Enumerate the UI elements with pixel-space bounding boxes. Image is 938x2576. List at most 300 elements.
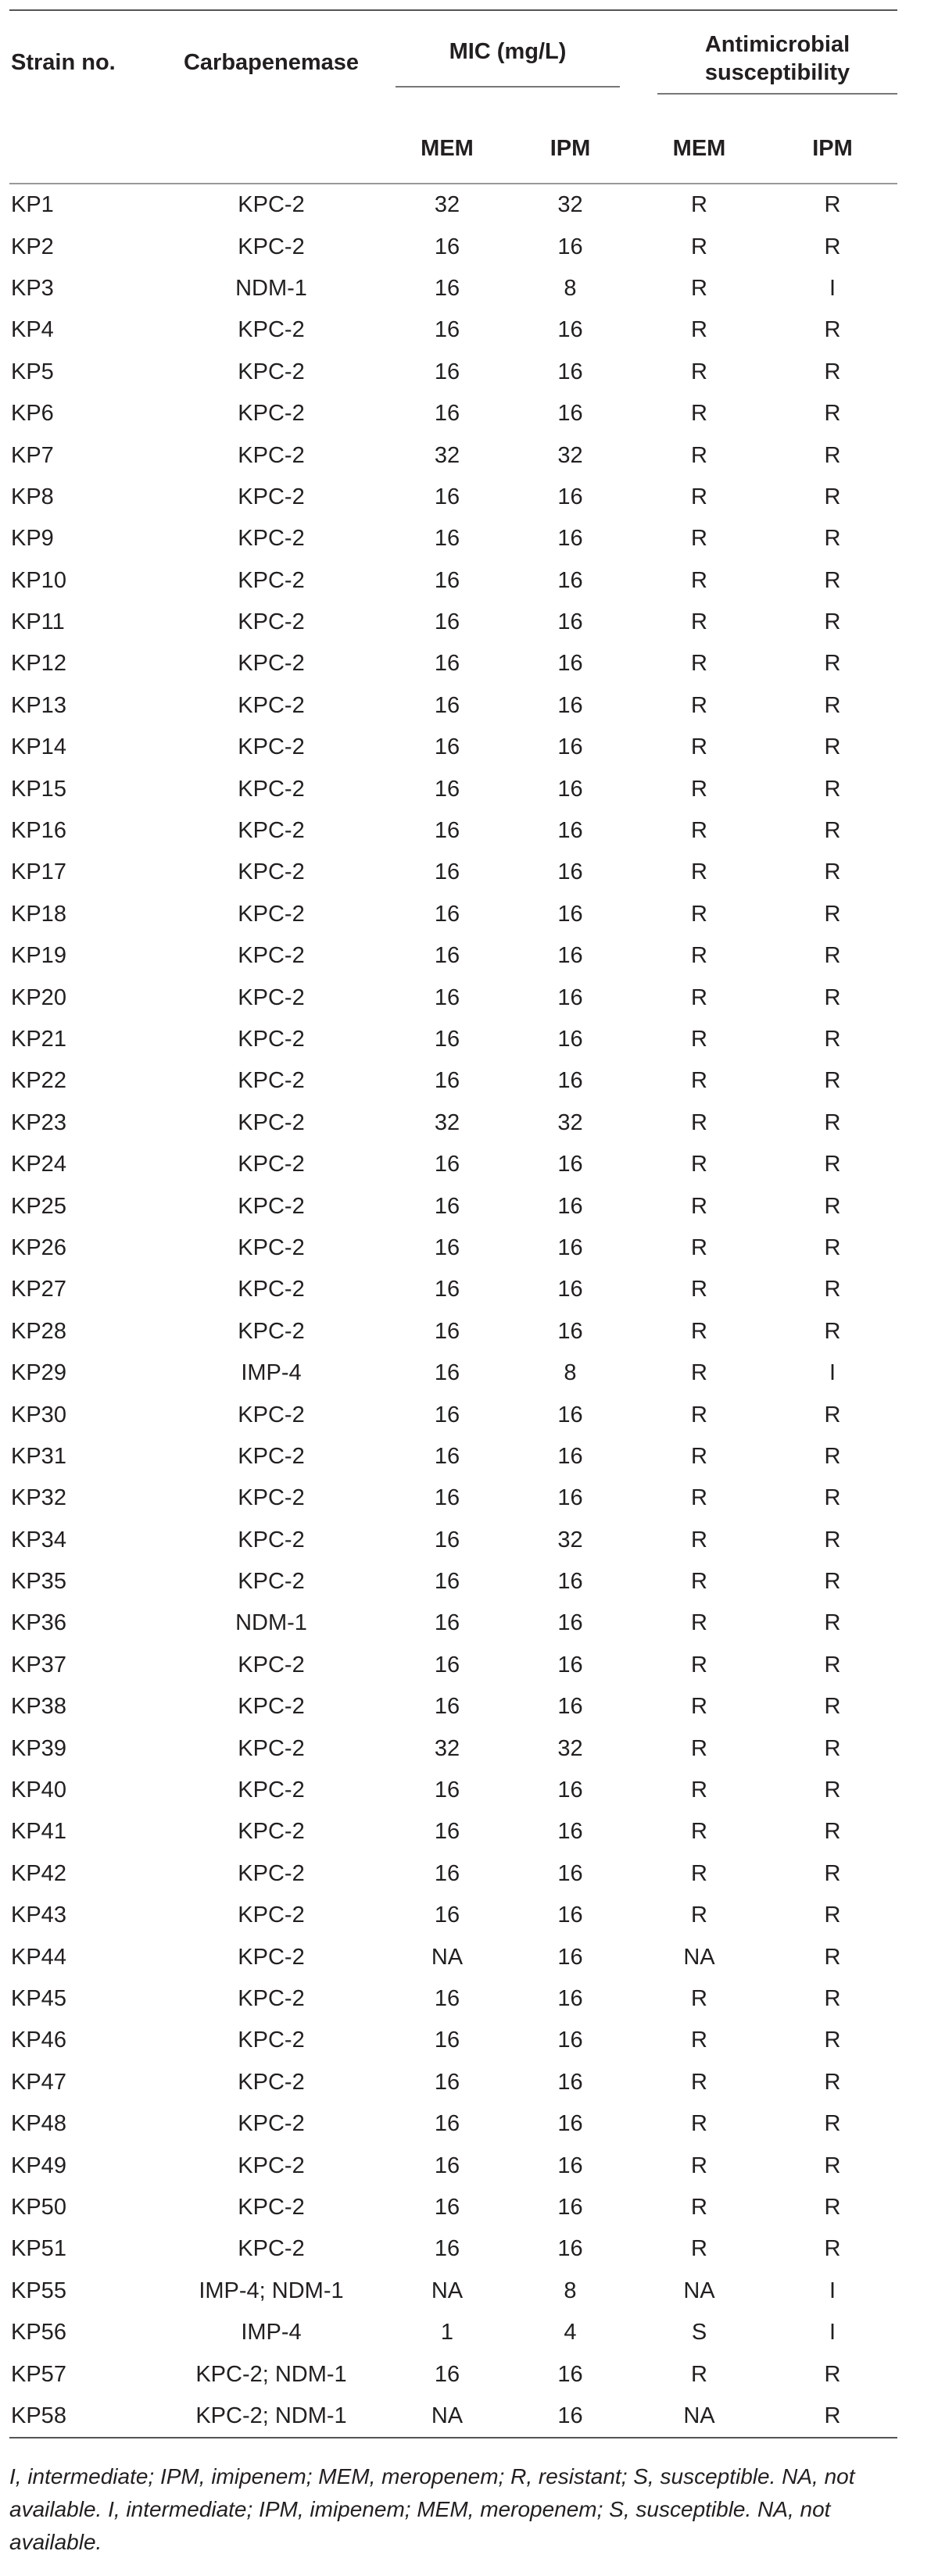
cell-carbapenemase: KPC-2: [238, 2194, 305, 2220]
cell-sus-ipm: R: [824, 1277, 841, 1302]
cell-mic-mem: 16: [434, 2236, 460, 2262]
cell-sus-mem: R: [691, 192, 707, 218]
cell-mic-mem: 16: [434, 484, 460, 509]
cell-sus-mem: R: [691, 1819, 707, 1845]
cell-carbapenemase: KPC-2: [238, 359, 305, 384]
cell-strain: KP56: [11, 2320, 66, 2346]
cell-carbapenemase: KPC-2; NDM-1: [158, 2396, 385, 2438]
table-row: [9, 2062, 897, 2103]
cell-carbapenemase: KPC-2: [238, 1527, 305, 1552]
cell-sus-mem: R: [691, 776, 707, 802]
cell-sus-mem: R: [691, 359, 707, 384]
cell-carbapenemase: KPC-2: [238, 1735, 305, 1761]
cell-sus-ipm: R: [824, 234, 841, 259]
cell-sus-ipm: R: [824, 1318, 841, 1344]
header-blank-carbapenemase: [158, 114, 385, 184]
cell-strain: KP20: [11, 984, 66, 1010]
cell-mic-ipm: 16: [557, 776, 583, 802]
cell-sus-ipm: R: [768, 2396, 897, 2438]
cell-carbapenemase: KPC-2: [238, 1819, 305, 1845]
cell-mic-mem: 16: [434, 1027, 460, 1052]
cell-mic-mem: 16: [434, 1652, 460, 1677]
cell-mic-mem: 16: [434, 567, 460, 593]
header-mic-ipm: IPM: [510, 114, 631, 184]
cell-sus-mem: R: [691, 1193, 707, 1219]
table-row: [9, 184, 897, 226]
cell-strain: KP29: [11, 1360, 66, 1386]
cell-carbapenemase: KPC-2: [238, 692, 305, 718]
cell-carbapenemase: KPC-2: [238, 734, 305, 760]
table-row: [9, 560, 897, 602]
cell-strain: KP23: [11, 1109, 66, 1135]
cell-strain: KP7: [11, 442, 54, 468]
table-row: [9, 518, 897, 559]
cell-mic-ipm: 16: [557, 901, 583, 927]
cell-mic-ipm: 16: [557, 359, 583, 384]
cell-carbapenemase: KPC-2: [238, 1903, 305, 1928]
table-row: [9, 2396, 897, 2438]
cell-strain: KP13: [11, 692, 66, 718]
cell-sus-mem: R: [691, 2153, 707, 2178]
cell-carbapenemase: KPC-2: [238, 651, 305, 677]
cell-sus-ipm: R: [824, 2361, 841, 2387]
cell-sus-ipm: R: [824, 984, 841, 1010]
cell-strain: KP36: [11, 1610, 66, 1636]
cell-sus-ipm: R: [824, 1109, 841, 1135]
cell-carbapenemase: IMP-4: [241, 1360, 302, 1386]
cell-mic-ipm: 16: [557, 818, 583, 844]
cell-strain: KP24: [11, 1152, 66, 1177]
cell-mic-mem: 16: [434, 1985, 460, 2011]
cell-mic-ipm: 16: [557, 1652, 583, 1677]
cell-sus-ipm: R: [824, 609, 841, 635]
table-row: [9, 810, 897, 852]
cell-sus-mem: NA: [631, 2396, 768, 2438]
table-row: [9, 1978, 897, 2020]
cell-mic-mem: 32: [434, 442, 460, 468]
header-sus-ipm: IPM: [768, 114, 897, 184]
cell-sus-ipm: R: [824, 1860, 841, 1886]
cell-carbapenemase: KPC-2: [238, 526, 305, 552]
cell-sus-mem: R: [691, 1903, 707, 1928]
cell-sus-mem: R: [691, 1652, 707, 1677]
table-row: [9, 894, 897, 935]
cell-sus-ipm: R: [824, 1569, 841, 1595]
cell-mic-ipm: 16: [557, 2153, 583, 2178]
cell-sus-mem: R: [691, 2236, 707, 2262]
cell-strain: KP57: [11, 2361, 66, 2387]
cell-sus-ipm: R: [824, 734, 841, 760]
cell-mic-mem: 16: [434, 1318, 460, 1344]
table-row: [9, 1811, 897, 1853]
cell-strain: KP47: [11, 2069, 66, 2095]
cell-carbapenemase: KPC-2: [238, 1193, 305, 1219]
table-row: [9, 309, 897, 351]
cell-sus-mem: R: [691, 984, 707, 1010]
cell-mic-mem: 16: [434, 609, 460, 635]
cell-mic-ipm: 16: [557, 1443, 583, 1469]
cell-strain: KP14: [11, 734, 66, 760]
cell-strain: KP6: [11, 401, 54, 427]
cell-strain: KP45: [11, 1985, 66, 2011]
cell-carbapenemase: KPC-2: [238, 901, 305, 927]
cell-carbapenemase: KPC-2: [238, 567, 305, 593]
table-row: [9, 1727, 897, 1769]
cell-sus-ipm: R: [824, 901, 841, 927]
header-carbapenemase: Carbapenemase: [183, 50, 360, 75]
cell-strain: KP49: [11, 2153, 66, 2178]
cell-mic-mem: 16: [434, 1485, 460, 1511]
cell-carbapenemase: NDM-1: [235, 1610, 307, 1636]
cell-sus-ipm: R: [824, 1443, 841, 1469]
cell-sus-mem: NA: [683, 2278, 715, 2303]
cell-sus-mem: R: [691, 1234, 707, 1260]
header-antimicrobial-label: Antimicrobial susceptibility: [657, 30, 897, 95]
cell-mic-ipm: 8: [564, 275, 577, 301]
cell-strain: KP30: [11, 1402, 66, 1427]
cell-carbapenemase: KPC-2: [238, 609, 305, 635]
cell-strain: KP11: [11, 609, 65, 635]
cell-sus-mem: R: [691, 1694, 707, 1720]
cell-sus-mem: NA: [683, 1944, 715, 1970]
cell-sus-ipm: R: [824, 2111, 841, 2137]
header-row-sub: [9, 114, 897, 184]
table-row: [9, 1394, 897, 1435]
cell-mic-ipm: 16: [557, 1485, 583, 1511]
cell-carbapenemase: KPC-2: [238, 2069, 305, 2095]
cell-mic-mem: 16: [434, 526, 460, 552]
cell-strain: KP58: [9, 2396, 158, 2438]
cell-mic-mem: 32: [434, 1735, 460, 1761]
cell-carbapenemase: KPC-2: [238, 1109, 305, 1135]
cell-carbapenemase: KPC-2: [238, 1777, 305, 1803]
cell-sus-mem: R: [691, 1610, 707, 1636]
cell-sus-ipm: R: [824, 1152, 841, 1177]
table-row: [9, 2353, 897, 2395]
cell-carbapenemase: KPC-2: [238, 1068, 305, 1094]
cell-strain: KP43: [11, 1903, 66, 1928]
cell-mic-mem: 16: [434, 1152, 460, 1177]
table-page: [9, 0, 897, 2559]
cell-mic-mem: 16: [434, 234, 460, 259]
cell-sus-ipm: R: [824, 1819, 841, 1845]
cell-strain: KP15: [11, 776, 66, 802]
cell-sus-mem: R: [691, 567, 707, 593]
cell-sus-ipm: R: [824, 818, 841, 844]
cell-sus-ipm: R: [824, 442, 841, 468]
cell-mic-ipm: 16: [557, 2194, 583, 2220]
table-row: [9, 1561, 897, 1602]
cell-mic-mem: 16: [434, 901, 460, 927]
cell-strain: KP26: [11, 1234, 66, 1260]
cell-strain: KP44: [11, 1944, 66, 1970]
cell-mic-ipm: 16: [557, 526, 583, 552]
cell-mic-ipm: 32: [557, 442, 583, 468]
cell-strain: KP8: [11, 484, 54, 509]
cell-carbapenemase: KPC-2: [238, 401, 305, 427]
cell-strain: KP16: [11, 818, 66, 844]
cell-sus-mem: R: [691, 442, 707, 468]
cell-sus-ipm: R: [824, 1402, 841, 1427]
cell-strain: KP28: [11, 1318, 66, 1344]
cell-mic-mem: 16: [434, 818, 460, 844]
cell-mic-mem: 16: [434, 943, 460, 969]
table-header: [9, 10, 897, 184]
cell-strain: KP48: [11, 2111, 66, 2137]
cell-sus-mem: R: [691, 943, 707, 969]
cell-carbapenemase: KPC-2: [238, 1694, 305, 1720]
cell-mic-ipm: 16: [557, 943, 583, 969]
cell-carbapenemase: KPC-2: [238, 1569, 305, 1595]
cell-mic-mem: 16: [434, 1277, 460, 1302]
cell-sus-mem: R: [691, 1527, 707, 1552]
cell-sus-mem: R: [691, 2069, 707, 2095]
cell-sus-mem: R: [691, 609, 707, 635]
cell-carbapenemase: KPC-2: [238, 1152, 305, 1177]
cell-mic-ipm: 16: [557, 859, 583, 885]
cell-carbapenemase: KPC-2: [238, 2111, 305, 2137]
cell-carbapenemase: KPC-2; NDM-1: [195, 2361, 347, 2387]
cell-strain: KP41: [11, 1819, 66, 1845]
cell-mic-mem: 16: [434, 275, 460, 301]
cell-mic-ipm: 16: [557, 1402, 583, 1427]
cell-carbapenemase: KPC-2: [238, 1485, 305, 1511]
cell-sus-ipm: R: [824, 1694, 841, 1720]
table-row: [9, 2187, 897, 2228]
cell-mic-ipm: 16: [557, 2236, 583, 2262]
cell-sus-mem: R: [691, 2361, 707, 2387]
cell-strain: KP32: [11, 1485, 66, 1511]
cell-sus-mem: R: [691, 234, 707, 259]
cell-sus-ipm: R: [824, 1652, 841, 1677]
cell-sus-ipm: R: [824, 2028, 841, 2053]
cell-sus-mem: R: [691, 2111, 707, 2137]
cell-sus-ipm: R: [824, 359, 841, 384]
table-row: [9, 935, 897, 977]
cell-mic-mem: 16: [434, 1402, 460, 1427]
cell-mic-mem: 16: [434, 1360, 460, 1386]
table-row: [9, 1602, 897, 1644]
cell-strain: KP37: [11, 1652, 66, 1677]
cell-mic-mem: 16: [434, 984, 460, 1010]
cell-sus-ipm: R: [824, 2194, 841, 2220]
cell-mic-mem: 16: [434, 651, 460, 677]
cell-strain: KP12: [11, 651, 66, 677]
cell-carbapenemase: IMP-4: [241, 2320, 302, 2346]
cell-mic-ipm: 16: [557, 1777, 583, 1803]
cell-carbapenemase: KPC-2: [238, 943, 305, 969]
cell-sus-mem: R: [691, 1277, 707, 1302]
cell-strain: KP46: [11, 2028, 66, 2053]
cell-mic-ipm: 32: [557, 192, 583, 218]
cell-carbapenemase: KPC-2: [238, 192, 305, 218]
cell-mic-mem: 1: [440, 2320, 454, 2346]
cell-sus-mem: R: [691, 818, 707, 844]
cell-mic-mem: 16: [434, 1068, 460, 1094]
header-row-main: [9, 10, 897, 114]
cell-strain: KP3: [11, 275, 54, 301]
cell-mic-mem: 16: [434, 401, 460, 427]
cell-strain: KP35: [11, 1569, 66, 1595]
cell-mic-mem: 16: [434, 1777, 460, 1803]
cell-carbapenemase: KPC-2: [238, 2236, 305, 2262]
cell-sus-ipm: R: [824, 859, 841, 885]
cell-mic-ipm: 32: [557, 1735, 583, 1761]
cell-mic-ipm: 32: [557, 1109, 583, 1135]
table-row: [9, 1853, 897, 1895]
cell-mic-ipm: 16: [557, 734, 583, 760]
cell-sus-mem: R: [691, 1485, 707, 1511]
cell-sus-ipm: R: [824, 943, 841, 969]
susceptibility-table: [9, 9, 897, 2438]
cell-mic-mem: 16: [434, 1527, 460, 1552]
cell-strain: KP55: [11, 2278, 66, 2303]
table-row: [9, 2312, 897, 2353]
cell-sus-mem: R: [691, 526, 707, 552]
table-row: [9, 685, 897, 727]
table-row: [9, 1645, 897, 1686]
cell-mic-ipm: 16: [557, 1152, 583, 1177]
cell-mic-mem: 16: [434, 1610, 460, 1636]
cell-strain: KP34: [11, 1527, 66, 1552]
cell-carbapenemase: KPC-2: [238, 1860, 305, 1886]
table-row: [9, 1311, 897, 1352]
cell-mic-mem: 16: [434, 1443, 460, 1469]
cell-strain: KP1: [11, 192, 54, 218]
table-row: [9, 1102, 897, 1144]
cell-mic-ipm: 16: [557, 1819, 583, 1845]
cell-sus-ipm: R: [824, 1985, 841, 2011]
table-row: [9, 268, 897, 309]
table-row: [9, 1060, 897, 1102]
cell-mic-mem: 16: [434, 2194, 460, 2220]
cell-mic-mem: 16: [434, 1569, 460, 1595]
cell-carbapenemase: NDM-1: [235, 275, 307, 301]
cell-mic-ipm: 16: [557, 1068, 583, 1094]
cell-sus-mem: R: [691, 1985, 707, 2011]
cell-sus-ipm: R: [824, 1068, 841, 1094]
cell-sus-ipm: R: [824, 484, 841, 509]
cell-sus-mem: R: [691, 692, 707, 718]
cell-mic-ipm: 16: [557, 2361, 583, 2387]
cell-sus-mem: R: [691, 1569, 707, 1595]
cell-sus-mem: R: [691, 2028, 707, 2053]
cell-mic-mem: 32: [434, 192, 460, 218]
cell-sus-mem: R: [691, 1027, 707, 1052]
cell-mic-ipm: 16: [557, 317, 583, 343]
cell-carbapenemase: KPC-2: [238, 442, 305, 468]
cell-strain: KP10: [11, 567, 66, 593]
cell-mic-mem: 16: [434, 734, 460, 760]
header-antimicrobial-group: [631, 10, 897, 114]
cell-sus-ipm: I: [829, 2320, 836, 2346]
table-row: [9, 1144, 897, 1185]
table-row: [9, 1185, 897, 1227]
cell-mic-ipm: 16: [557, 2028, 583, 2053]
cell-sus-ipm: R: [824, 2236, 841, 2262]
cell-carbapenemase: KPC-2: [238, 1234, 305, 1260]
cell-sus-ipm: R: [824, 1903, 841, 1928]
cell-carbapenemase: IMP-4; NDM-1: [199, 2278, 344, 2303]
table-row: [9, 1019, 897, 1060]
cell-strain: KP39: [11, 1735, 66, 1761]
table-row: [9, 226, 897, 267]
cell-sus-ipm: R: [824, 1234, 841, 1260]
cell-mic-ipm: 16: [557, 692, 583, 718]
cell-sus-mem: R: [691, 1777, 707, 1803]
cell-strain: KP25: [11, 1193, 66, 1219]
table-row: [9, 1895, 897, 1936]
cell-mic-mem: NA: [431, 1944, 464, 1970]
cell-sus-mem: R: [691, 734, 707, 760]
header-mic-label: MIC (mg/L): [396, 38, 620, 88]
cell-mic-ipm: 16: [510, 2396, 631, 2438]
table-row: [9, 1436, 897, 1477]
table-row: [9, 352, 897, 393]
cell-carbapenemase: KPC-2: [238, 859, 305, 885]
table-row: [9, 1352, 897, 1394]
table-row: [9, 602, 897, 643]
cell-carbapenemase: KPC-2: [238, 1652, 305, 1677]
table-body: [9, 184, 897, 2438]
cell-mic-mem: 16: [434, 2361, 460, 2387]
cell-mic-ipm: 16: [557, 1318, 583, 1344]
cell-mic-ipm: 16: [557, 1985, 583, 2011]
cell-carbapenemase: KPC-2: [238, 1027, 305, 1052]
cell-mic-ipm: 16: [557, 1569, 583, 1595]
cell-sus-ipm: R: [824, 1610, 841, 1636]
cell-sus-ipm: R: [824, 776, 841, 802]
table-row: [9, 1936, 897, 1978]
cell-mic-ipm: 16: [557, 1610, 583, 1636]
cell-sus-ipm: R: [824, 2153, 841, 2178]
table-row: [9, 768, 897, 809]
cell-mic-ipm: 16: [557, 1193, 583, 1219]
cell-mic-mem: 16: [434, 2111, 460, 2137]
cell-strain: KP9: [11, 526, 54, 552]
table-row: [9, 2228, 897, 2270]
cell-sus-ipm: R: [824, 651, 841, 677]
table-row: [9, 2145, 897, 2186]
cell-sus-mem: R: [691, 1360, 707, 1386]
cell-strain: KP2: [11, 234, 54, 259]
cell-strain: KP38: [11, 1694, 66, 1720]
cell-mic-ipm: 16: [557, 2069, 583, 2095]
cell-mic-ipm: 32: [557, 1527, 583, 1552]
cell-sus-ipm: R: [824, 1777, 841, 1803]
header-mic-group: [385, 10, 631, 114]
cell-sus-ipm: R: [824, 1944, 841, 1970]
cell-strain: KP22: [11, 1068, 66, 1094]
cell-mic-ipm: 16: [557, 567, 583, 593]
cell-mic-ipm: 16: [557, 1694, 583, 1720]
cell-carbapenemase: KPC-2: [238, 818, 305, 844]
cell-strain: KP19: [11, 943, 66, 969]
cell-sus-ipm: R: [824, 1485, 841, 1511]
cell-strain: KP50: [11, 2194, 66, 2220]
cell-strain: KP21: [11, 1027, 66, 1052]
cell-sus-ipm: R: [824, 401, 841, 427]
cell-mic-mem: 16: [434, 1193, 460, 1219]
cell-strain: KP40: [11, 1777, 66, 1803]
table-row: [9, 852, 897, 893]
cell-carbapenemase: KPC-2: [238, 984, 305, 1010]
cell-carbapenemase: KPC-2: [238, 1318, 305, 1344]
cell-sus-mem: R: [691, 401, 707, 427]
table-row: [9, 727, 897, 768]
cell-mic-ipm: 16: [557, 984, 583, 1010]
cell-mic-ipm: 16: [557, 1027, 583, 1052]
